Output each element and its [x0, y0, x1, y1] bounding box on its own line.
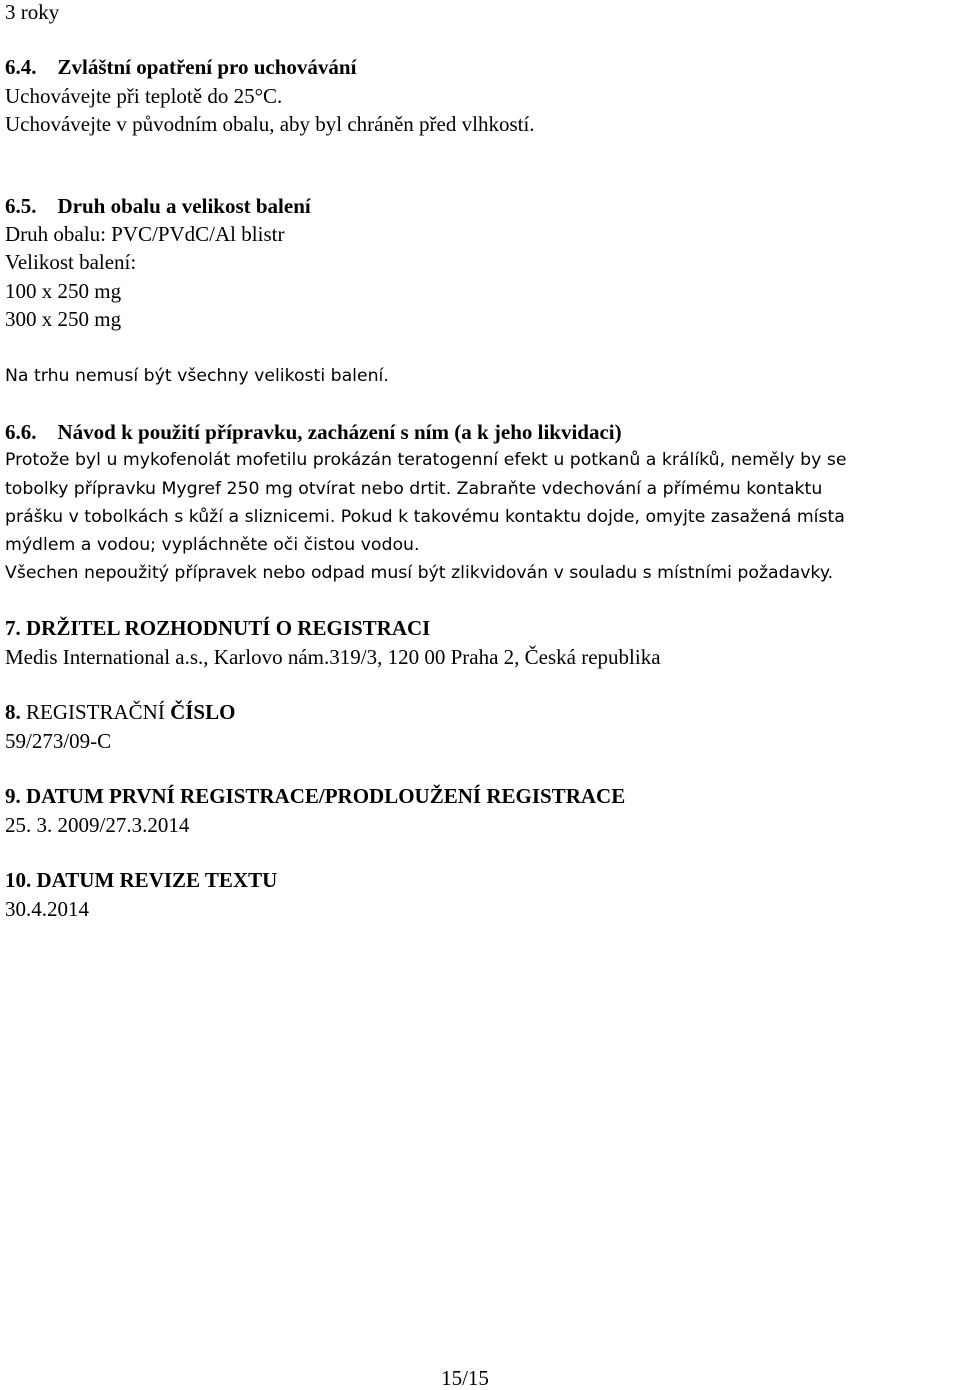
section-6-5-line: Druh obalu: PVC/PVdC/Al blistr	[5, 222, 285, 246]
section-10-line: 30.4.2014	[5, 897, 89, 921]
section-6-6-line: Protože byl u mykofenolát mofetilu prokázán teratogenní efekt u potkanů a králíků, neměly by se	[5, 450, 847, 470]
shelf-life-tail: 3 roky	[5, 0, 60, 24]
section-6-4-heading: 6.4. Zvláštní opatření pro uchovávání	[5, 55, 357, 79]
section-6-5-line: 100 x 250 mg	[5, 279, 122, 303]
section-9-line: 25. 3. 2009/27.3.2014	[5, 813, 190, 837]
section-6-4-line: Uchovávejte v původním obalu, aby byl chráněn před vlhkostí.	[5, 112, 535, 136]
section-7-heading: 7. DRŽITEL ROZHODNUTÍ O REGISTRACI	[5, 616, 431, 640]
section-6-5-line: Velikost balení:	[5, 250, 137, 274]
section-6-6-heading: 6.6. Návod k použití přípravku, zacházení s ním (a k jeho likvidaci)	[5, 420, 622, 444]
section-6-6-line: prášku v tobolkách s kůží a sliznicemi. Pokud k takovému kontaktu dojde, omyjte zasažená místa	[5, 507, 845, 527]
section-8-heading	[5, 700, 235, 724]
section-8-line: 59/273/09-C	[5, 729, 112, 753]
page-number: 15/15	[441, 1366, 489, 1390]
section-8-title: REGISTRAČNÍ	[20, 700, 171, 724]
section-6-4-line: Uchovávejte při teplotě do 25°C.	[5, 84, 283, 108]
section-6-5-line: 300 x 250 mg	[5, 307, 122, 331]
section-9-heading: 9. DATUM PRVNÍ REGISTRACE/PRODLOUŽENÍ REGISTRACE	[5, 784, 626, 808]
section-8-title-end: ČÍSLO	[170, 700, 236, 724]
section-6-5-heading: 6.5. Druh obalu a velikost balení	[5, 194, 311, 218]
section-6-6-line: mýdlem a vodou; vypláchněte oči čistou vodou.	[5, 535, 420, 555]
section-6-5-note: Na trhu nemusí být všechny velikosti balení.	[5, 366, 389, 386]
section-6-6-line: tobolky přípravku Mygref 250 mg otvírat nebo drtit. Zabraňte vdechování a přímému kontaktu	[5, 479, 823, 499]
section-10-heading: 10. DATUM REVIZE TEXTU	[5, 868, 278, 892]
section-8-number: 8.	[5, 700, 21, 724]
section-7-line: Medis International a.s., Karlovo nám.319/3, 120 00 Praha 2, Česká republika	[5, 645, 661, 669]
section-6-6-line: Všechen nepoužitý přípravek nebo odpad musí být zlikvidován v souladu s místními požadavky.	[5, 563, 834, 583]
